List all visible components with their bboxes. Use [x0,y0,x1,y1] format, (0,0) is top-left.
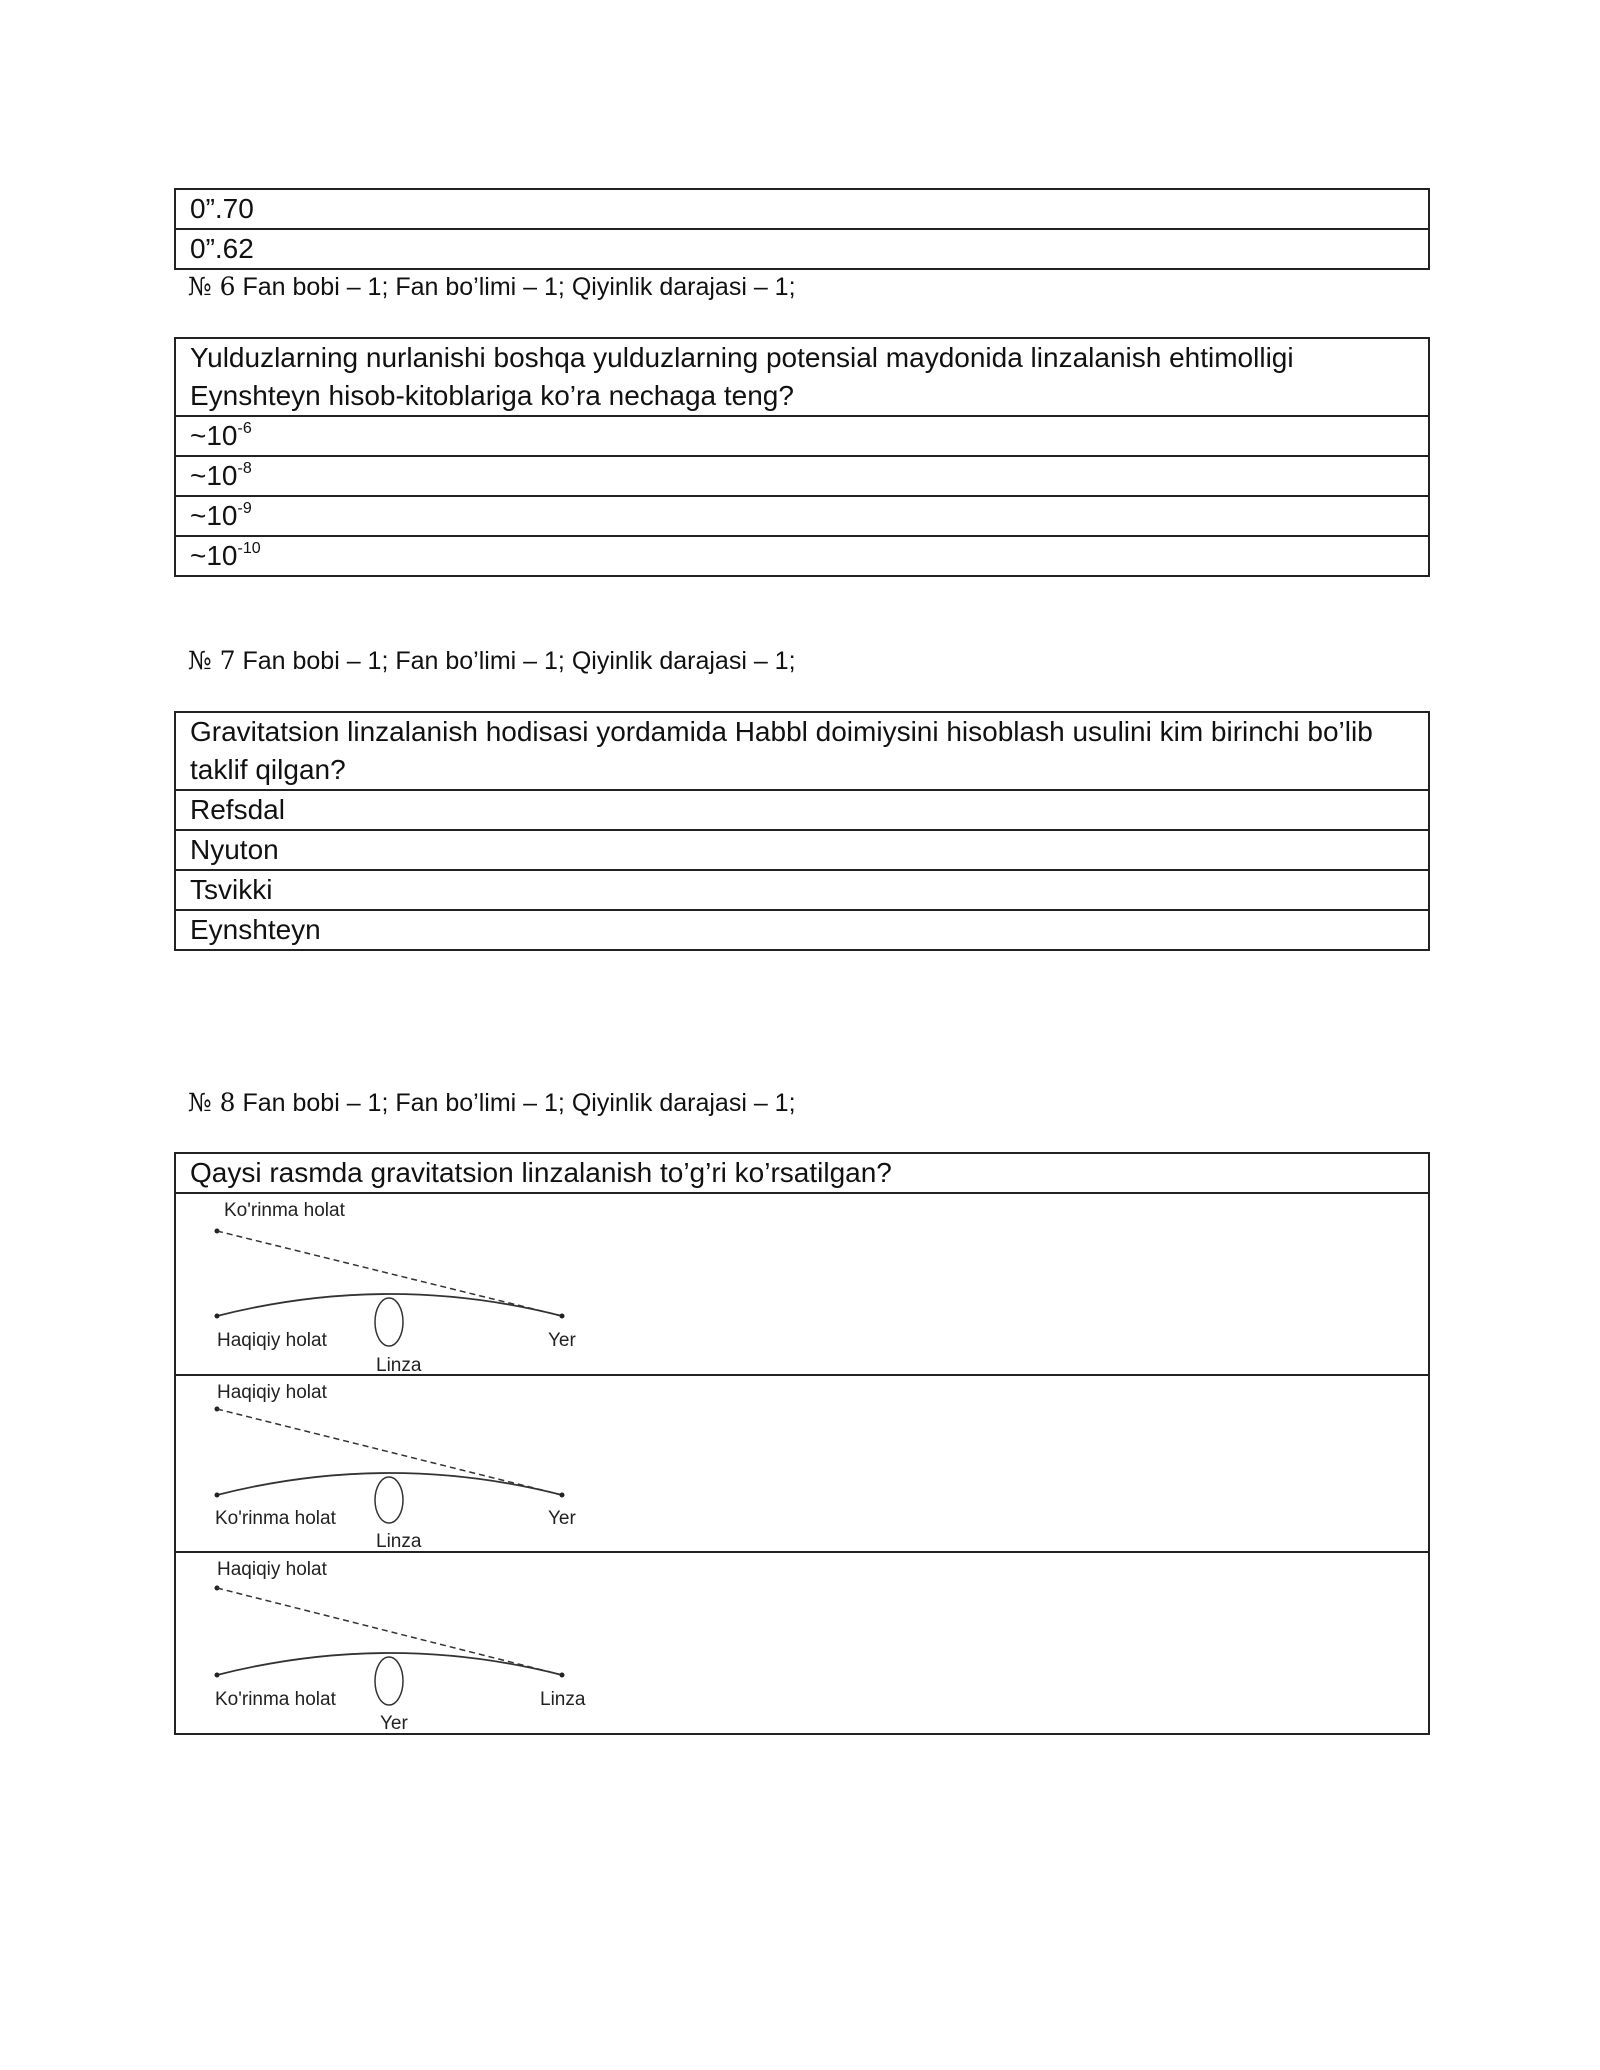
option-exponent: -9 [237,500,252,517]
question-meta: Fan bobi – 1; Fan bo’limi – 1; Qiyinlik darajasi – 1; [242,1089,796,1117]
question-number: № 8 [188,1088,236,1117]
question-meta: Fan bobi – 1; Fan bo’limi – 1; Qiyinlik darajasi – 1; [242,273,796,301]
question-text: Gravitatsion linzalanish hodisasi yordamida Habbl doimiysini hisoblash usulini kim birinchi bo’lib taklif qilgan? [175,712,1429,790]
option-base: ~10 [190,420,238,451]
answer-option-figure[interactable] [175,1193,1429,1375]
diagram-left-label: Ko'rinma holat [215,1689,336,1710]
diagram-top-label: Haqiqiy holat [217,1559,327,1580]
question-text: Qaysi rasmda gravitatsion linzalanish to’g’ri ko’rsatilgan? [175,1153,1429,1193]
observer-point [560,1493,565,1498]
dashed-ray [217,1588,562,1675]
answer-option[interactable]: 0”.70 [175,189,1429,229]
question-text: Yulduzlarning nurlanishi boshqa yulduzlarning potensial maydonida linzalanish ehtimolligi Eynshteyn hisob-kitoblariga ko’ra nechaga teng? [175,338,1429,416]
question-table-8 [174,1152,1430,1735]
earth-ellipse [375,1657,403,1705]
dashed-ray [217,1409,562,1495]
answer-option[interactable] [175,536,1429,576]
diagram-left-label: Haqiqiy holat [217,1330,327,1351]
question-number: № 6 [188,272,236,301]
option-base: ~10 [190,540,238,571]
question-table-6 [174,337,1430,577]
answer-option[interactable] [175,496,1429,536]
question-number: № 7 [188,646,236,675]
diagram-right-label: Yer [548,1508,576,1529]
lensing-diagram [190,1194,1442,1374]
answer-option[interactable]: Tsvikki [175,870,1429,910]
apparent-point [215,1673,220,1678]
answer-option[interactable]: Eynshteyn [175,910,1429,950]
lensing-diagram [190,1553,1442,1733]
answer-option[interactable] [175,416,1429,456]
diagram-top-label: Haqiqiy holat [217,1382,327,1403]
option-base: ~10 [190,500,238,531]
answer-option[interactable]: Nyuton [175,830,1429,870]
diagram-lens-label: Yer [380,1713,408,1733]
diagram-left-label: Ko'rinma holat [215,1508,336,1529]
answer-option[interactable]: 0”.62 [175,229,1429,269]
lens-ellipse [375,1477,403,1523]
source-point [215,1314,220,1319]
option-base: ~10 [190,460,238,491]
question-table-7 [174,711,1430,951]
lens-ellipse [375,1298,403,1346]
option-exponent: -10 [237,540,261,557]
question-heading-6 [188,270,796,304]
answer-option[interactable] [175,456,1429,496]
answer-option-figure[interactable] [175,1552,1429,1734]
diagram-lens-label: Linza [376,1355,422,1374]
dashed-ray [217,1231,562,1316]
question-heading-7 [188,644,796,678]
q5-options-table [174,188,1430,270]
answer-option[interactable]: Refsdal [175,790,1429,830]
diagram-right-label: Linza [540,1689,586,1710]
answer-option-figure[interactable] [175,1375,1429,1552]
option-exponent: -6 [237,420,252,437]
apparent-point [215,1493,220,1498]
lens-point [560,1673,565,1678]
question-meta: Fan bobi – 1; Fan bo’limi – 1; Qiyinlik darajasi – 1; [242,647,796,675]
question-heading-8 [188,1086,796,1120]
diagram-right-label: Yer [548,1330,576,1351]
lensing-diagram [190,1376,1442,1551]
observer-point [560,1314,565,1319]
diagram-lens-label: Linza [376,1531,422,1551]
option-exponent: -8 [237,460,252,477]
diagram-top-label: Ko'rinma holat [224,1200,345,1221]
